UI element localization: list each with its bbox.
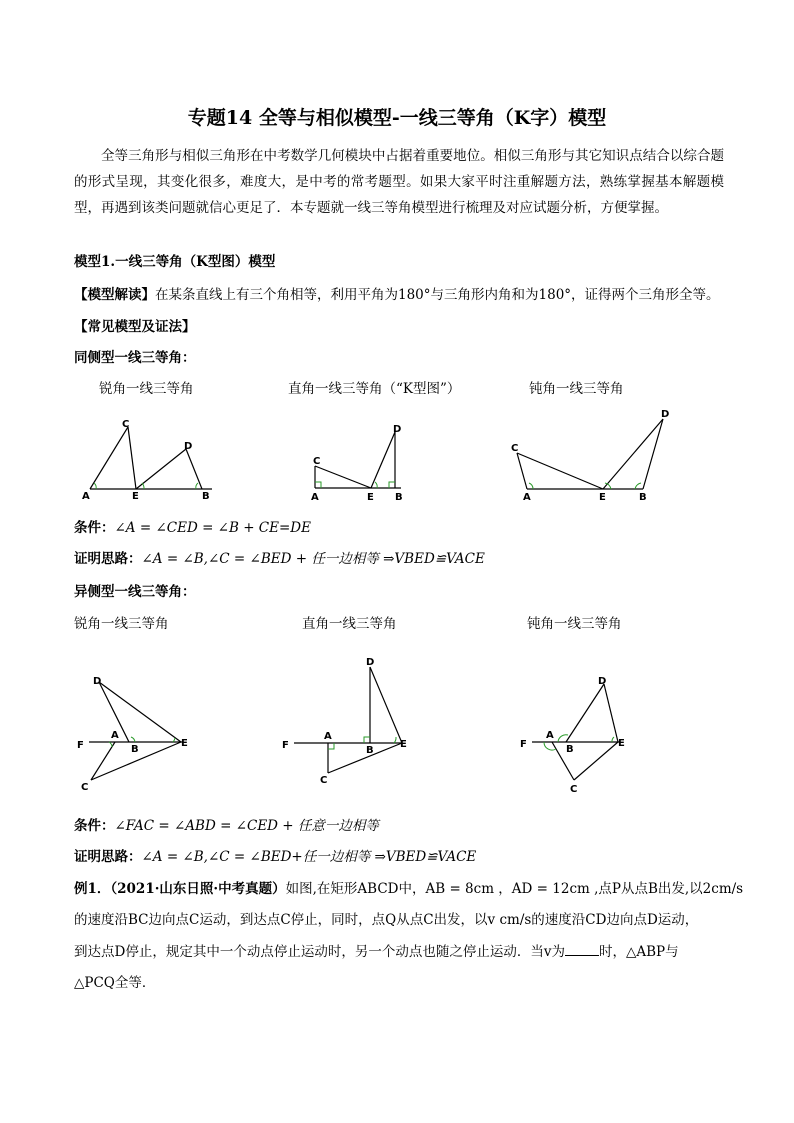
example-prefix: 例1．（2021·山东日照·中考真题） [74, 881, 286, 897]
opp-side-label-obtuse: 钝角一线三等角 [527, 616, 622, 632]
label-e: E [618, 738, 625, 749]
opp-side-condition [74, 814, 379, 834]
example-text-1: 如图,在矩形ABCD中，AB = 8cm ，AD = 12cm ,点P从点B出发,以2cm/s [285, 881, 744, 897]
label-a: A [111, 730, 119, 741]
same-side-label-acute: 锐角一线三等角 [99, 381, 194, 397]
label-d: D [661, 409, 670, 420]
common-heading: 【常见模型及证法】 [74, 319, 196, 335]
label-b: B [131, 744, 139, 755]
label-f: F [282, 740, 289, 751]
label-c: C [81, 782, 89, 793]
label-c: C [511, 443, 519, 454]
label-d: D [598, 676, 607, 687]
same-side-proof [74, 547, 485, 567]
same-side-heading: 同侧型一线三等角： [74, 350, 196, 366]
example-text-3a: 到达点D停止，规定其中一个动点停止运动时，另一个动点也随之停止运动．当v为 [74, 944, 565, 960]
label-d: D [393, 424, 402, 435]
label-a: A [82, 491, 90, 502]
proof-label: 证明思路： [74, 551, 142, 567]
label-b: B [395, 492, 403, 503]
figure-opp-side-acute [75, 670, 205, 795]
label-a: A [311, 492, 319, 503]
label-e: E [132, 491, 139, 502]
label-d: D [184, 441, 193, 452]
example-line-4: △PCQ全等． [74, 975, 156, 991]
opp-side-label-acute: 锐角一线三等角 [74, 616, 169, 632]
example-line-1 [74, 877, 743, 897]
same-side-label-right: 直角一线三等角（“K型图”） [288, 381, 461, 397]
example-text-3b: 时，△ABP与 [598, 944, 679, 960]
label-c: C [122, 419, 130, 430]
example-line-2: 的速度沿BC边向点C运动，到达点C停止，同时，点Q从点C出发，以v cm/s的速度沿CD边向点D运动， [74, 912, 699, 928]
same-side-condition [74, 516, 311, 536]
condition-label: 条件： [74, 818, 115, 834]
label-b: B [639, 492, 647, 503]
figure-same-side-right [305, 420, 415, 505]
reading-text: 在某条直线上有三个角相等，利用平角为180°与三角形内角和为180°，证得两个三角形全等。 [155, 287, 720, 303]
reading-label: 【模型解读】 [74, 287, 155, 303]
answer-blank[interactable] [565, 955, 599, 956]
model-heading: 模型1.一线三等角（K型图）模型 [74, 254, 276, 270]
label-a: A [324, 731, 332, 742]
label-b: B [366, 745, 374, 756]
opp-side-heading: 异侧型一线三等角： [74, 584, 196, 600]
label-e: E [181, 738, 188, 749]
page-title: 专题14 全等与相似模型-一线三等角（K字）模型 [187, 107, 607, 129]
same-side-label-obtuse: 钝角一线三等角 [529, 381, 624, 397]
opp-side-label-right: 直角一线三等角 [302, 616, 397, 632]
label-e: E [599, 492, 606, 503]
label-f: F [77, 740, 84, 751]
proof-text: ∠A = ∠B,∠C = ∠BED+任一边相等 ⇒VBED≌VACE [141, 849, 477, 865]
proof-label: 证明思路： [74, 849, 142, 865]
proof-text: ∠A = ∠B,∠C = ∠BED + 任一边相等 ⇒VBED≌VACE [141, 551, 485, 567]
label-b: B [202, 491, 210, 502]
label-c: C [570, 784, 578, 795]
intro-paragraph: 全等三角形与相似三角形在中考数学几何模块中占据着重要地位。相似三角形与其它知识点结合以综合题的形式呈现，其变化很多，难度大，是中考的常考题型。如果大家平时注重解题方法，熟练掌握基本解题模型，再遇到该类问题就信心更足了．本专题就一线三等角模型进行梳理及对应试题分析，方便掌握。 [74, 148, 724, 216]
label-a: A [546, 730, 554, 741]
condition-label: 条件： [74, 520, 115, 536]
label-e: E [367, 492, 374, 503]
condition-text: ∠FAC = ∠ABD = ∠CED + 任意一边相等 [114, 818, 379, 834]
figure-opp-side-obtuse [518, 670, 638, 798]
label-d: D [366, 657, 375, 668]
opp-side-proof [74, 845, 476, 865]
example-line-3 [74, 940, 679, 960]
figure-opp-side-right [280, 655, 420, 790]
label-b: B [566, 744, 574, 755]
model-reading [74, 283, 720, 303]
label-e: E [400, 739, 407, 750]
label-a: A [523, 492, 531, 503]
figure-same-side-acute [80, 415, 220, 505]
figure-same-side-obtuse [505, 405, 685, 505]
label-d: D [93, 676, 102, 687]
label-f: F [520, 739, 527, 750]
label-c: C [320, 775, 328, 786]
condition-text: ∠A = ∠CED = ∠B + CE=DE [114, 520, 311, 536]
label-c: C [313, 456, 321, 467]
